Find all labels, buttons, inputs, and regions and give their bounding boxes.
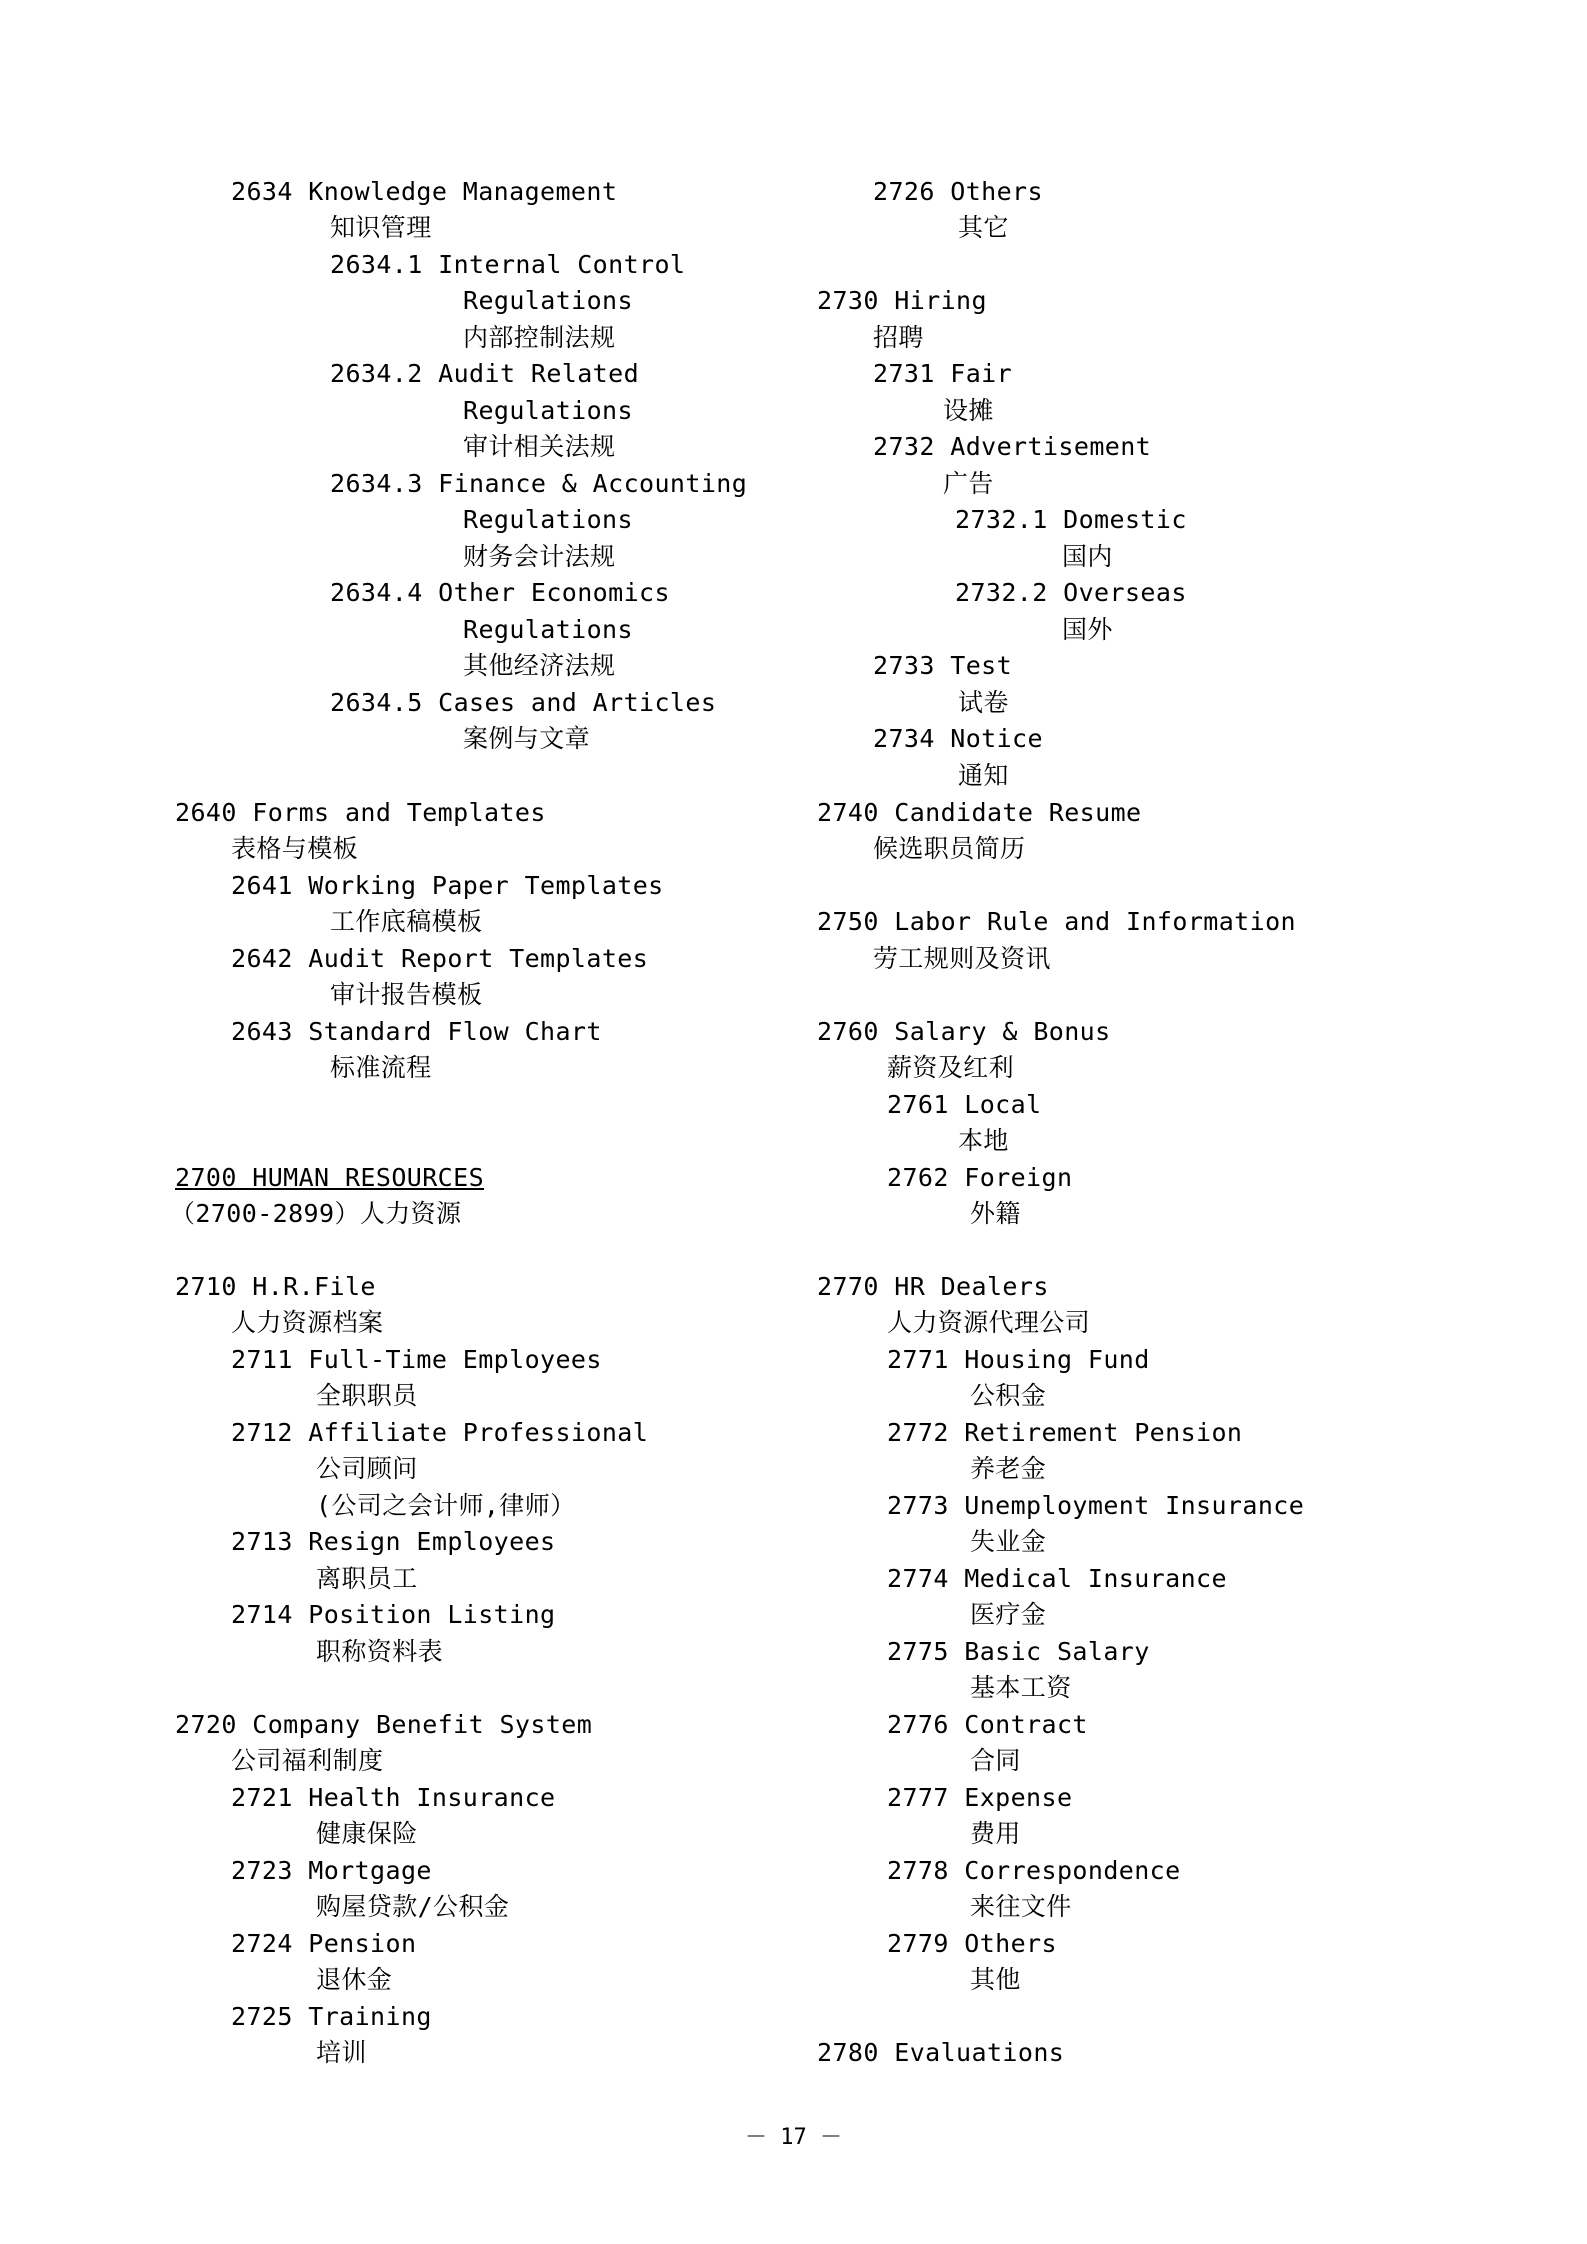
entry-code-line: 2779 Others: [887, 1929, 1057, 1958]
entry-chinese-line: 财务会计法规: [463, 542, 616, 571]
entry-code-line: 2634 Knowledge Management: [231, 177, 618, 206]
entry-code-line: 2714 Position Listing: [231, 1600, 556, 1629]
entry-chinese-line: 工作底稿模板: [330, 907, 483, 936]
entry-code-line: 2724 Pension: [231, 1929, 417, 1958]
entry-chinese-line: 标准流程: [330, 1053, 432, 1082]
chapter-heading: 2700 HUMAN RESOURCES: [175, 1163, 485, 1192]
section-chinese-line: 候选职员简历: [873, 834, 1026, 863]
entry-continuation-line: Regulations: [463, 286, 633, 315]
entry-code-line: 2723 Mortgage: [231, 1856, 432, 1885]
entry-code-line: 2762 Foreign: [887, 1163, 1073, 1192]
entry-chinese-line: 费用: [970, 1819, 1021, 1848]
entry-chinese-line: 合同: [970, 1746, 1021, 1775]
section-chinese-line: 招聘: [873, 323, 924, 352]
entry-code-line: 2712 Affiliate Professional: [231, 1418, 649, 1447]
entry-code-line: 2771 Housing Fund: [887, 1345, 1150, 1374]
entry-code-line: 2776 Contract: [887, 1710, 1088, 1739]
entry-chinese-line: 来往文件: [970, 1892, 1072, 1921]
section-code-line: 2640 Forms and Templates: [175, 798, 546, 827]
entry-code-line: 2641 Working Paper Templates: [231, 871, 664, 900]
entry-chinese-line: 退休金: [316, 1965, 393, 1994]
entry-code-line: 2711 Full-Time Employees: [231, 1345, 602, 1374]
entry-chinese-line: 设摊: [943, 396, 994, 425]
entry-chinese-line: 公司顾问: [316, 1454, 418, 1483]
entry-code-line: 2761 Local: [887, 1090, 1042, 1119]
entry-code-line: 2731 Fair: [873, 359, 1013, 388]
entry-chinese-line: 公积金: [970, 1381, 1047, 1410]
section-chinese-line: 人力资源档案: [231, 1308, 384, 1337]
entry-chinese-line: 国内: [1062, 542, 1113, 571]
section-code-line: 2740 Candidate Resume: [817, 798, 1142, 827]
entry-chinese-line: 审计相关法规: [463, 432, 616, 461]
entry-chinese-line: 失业金: [970, 1527, 1047, 1556]
entry-code-line: 2634.3 Finance & Accounting: [330, 469, 748, 498]
entry-chinese-line: 购屋贷款/公积金: [316, 1892, 510, 1921]
entry-continuation-line: Regulations: [463, 505, 633, 534]
entry-code-line: 2721 Health Insurance: [231, 1783, 556, 1812]
entry-chinese-line: 通知: [958, 761, 1009, 790]
entry-chinese-line: 试卷: [958, 688, 1009, 717]
entry-code-line: 2726 Others: [873, 177, 1043, 206]
entry-code-line: 2734 Notice: [873, 724, 1043, 753]
entry-chinese-line: 广告: [943, 469, 994, 498]
entry-code-line: 2634.2 Audit Related: [330, 359, 640, 388]
entry-chinese-line: 离职员工: [316, 1564, 418, 1593]
section-code-line: 2730 Hiring: [817, 286, 987, 315]
entry-chinese-line: 本地: [958, 1126, 1009, 1155]
entry-code-line: 2634.5 Cases and Articles: [330, 688, 717, 717]
entry-chinese-line: 内部控制法规: [463, 323, 616, 352]
entry-chinese-line: 其他: [970, 1965, 1021, 1994]
entry-chinese-line: 职称资料表: [316, 1637, 444, 1666]
entry-chinese-line: 健康保险: [316, 1819, 418, 1848]
entry-code-line: 2732.1 Domestic: [955, 505, 1187, 534]
entry-code-line: 2642 Audit Report Templates: [231, 944, 649, 973]
entry-code-line: 2643 Standard Flow Chart: [231, 1017, 602, 1046]
entry-code-line: 2725 Training: [231, 2002, 432, 2031]
section-chinese-line: 劳工规则及资讯: [873, 944, 1051, 973]
entry-chinese-line: 审计报告模板: [330, 980, 483, 1009]
entry-chinese-line: 养老金: [970, 1454, 1047, 1483]
entry-chinese-line: 外籍: [970, 1199, 1021, 1228]
entry-note-line: (公司之会计师,律师）: [316, 1491, 576, 1520]
entry-code-line: 2775 Basic Salary: [887, 1637, 1150, 1666]
section-code-line: 2780 Evaluations: [817, 2038, 1065, 2067]
section-code-line: 2770 HR Dealers: [817, 1272, 1049, 1301]
entry-code-line: 2733 Test: [873, 651, 1013, 680]
entry-chinese-line: 基本工资: [970, 1673, 1072, 1702]
chapter-range-line: （2700-2899）人力资源: [170, 1199, 462, 1228]
section-code-line: 2760 Salary & Bonus: [817, 1017, 1111, 1046]
entry-chinese-line: 其他经济法规: [463, 651, 616, 680]
entry-code-line: 2774 Medical Insurance: [887, 1564, 1227, 1593]
entry-chinese-line: 其它: [958, 213, 1009, 242]
entry-code-line: 2634.1 Internal Control: [330, 250, 686, 279]
entry-chinese-line: 全职职员: [316, 1381, 418, 1410]
entry-code-line: 2777 Expense: [887, 1783, 1073, 1812]
entry-code-line: 2732 Advertisement: [873, 432, 1152, 461]
entry-code-line: 2773 Unemployment Insurance: [887, 1491, 1305, 1520]
entry-chinese-line: 医疗金: [970, 1600, 1047, 1629]
entry-code-line: 2634.4 Other Economics: [330, 578, 670, 607]
entry-code-line: 2778 Correspondence: [887, 1856, 1181, 1885]
entry-continuation-line: Regulations: [463, 396, 633, 425]
entry-continuation-line: Regulations: [463, 615, 633, 644]
section-chinese-line: 薪资及红利: [887, 1053, 1015, 1082]
section-chinese-line: 表格与模板: [231, 834, 359, 863]
entry-chinese-line: 国外: [1062, 615, 1113, 644]
page-number: － 17 －: [745, 2125, 842, 2150]
section-chinese-line: 公司福利制度: [231, 1746, 384, 1775]
entry-code-line: 2732.2 Overseas: [955, 578, 1187, 607]
entry-code-line: 2713 Resign Employees: [231, 1527, 556, 1556]
section-code-line: 2720 Company Benefit System: [175, 1710, 593, 1739]
entry-chinese-line: 案例与文章: [463, 724, 591, 753]
section-code-line: 2750 Labor Rule and Information: [817, 907, 1296, 936]
entry-chinese-line: 培训: [316, 2038, 367, 2067]
section-code-line: 2710 H.R.File: [175, 1272, 376, 1301]
entry-code-line: 2772 Retirement Pension: [887, 1418, 1243, 1447]
entry-chinese-line: 知识管理: [330, 213, 432, 242]
section-chinese-line: 人力资源代理公司: [887, 1308, 1091, 1337]
